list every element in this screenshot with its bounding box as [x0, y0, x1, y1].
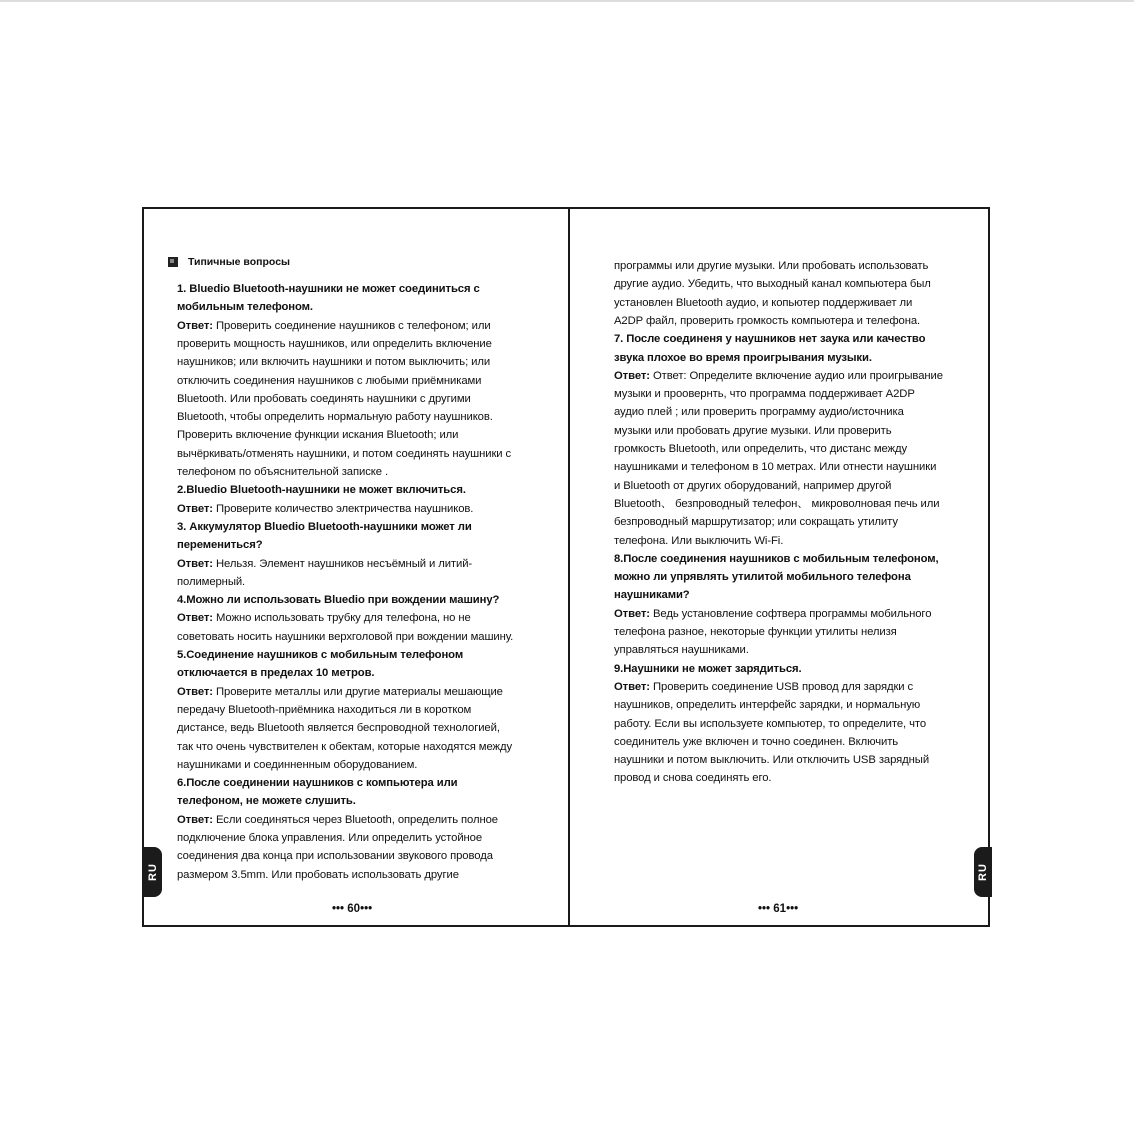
text-line: размером 3.5mm. Или пробовать использовать другие	[177, 868, 459, 881]
text-line: телефона. Или выключить Wi-Fi.	[614, 534, 784, 547]
text-line: управляться наушниками.	[614, 644, 749, 657]
text-line: отключить соединения наушников с любыми приёмниками	[177, 374, 482, 387]
text-line: телефоном по объяснительной записке .	[177, 466, 388, 478]
question-line: 9.Наушники не может зарядиться.	[614, 662, 802, 675]
section-title: Типичные вопросы	[188, 256, 290, 268]
text-line: наушниками и телефоном в 10 метрах. Или отнести наушники	[614, 461, 937, 474]
manual-spread	[142, 207, 990, 927]
text-line: подключение блока управления. Или определить устойное	[177, 832, 483, 844]
text-line: соединитель уже включен и точно соединен. Включить	[614, 735, 899, 748]
text-line	[177, 685, 503, 699]
question-line: наушниками?	[614, 589, 690, 602]
question-line: 6.После соединении наушников с компьютера или	[177, 777, 458, 790]
text-line: аудио плей ; или проверить программу аудио/источника	[614, 406, 904, 419]
answer-label: Ответ:	[177, 612, 213, 625]
answer-label: Ответ:	[177, 319, 213, 332]
text-line: программы или другие музыки. Или пробовать использовать	[614, 260, 929, 272]
text-line: вычёркивать/отменять наушники, и потом соединять наушники с	[177, 447, 512, 460]
text-line: Bluetooth. Или пробовать соединять наушники с другими	[177, 392, 471, 405]
answer-label: Ответ:	[614, 680, 650, 693]
answer-label: Ответ:	[177, 685, 213, 698]
answer-label: Ответ:	[614, 369, 650, 382]
text-line: безпроводный маршрутизатор; или сокращать утилиту	[614, 516, 898, 529]
square-bullet-icon	[168, 257, 178, 267]
question-line: 2.Bluedio Bluetooth-наушники не может включиться.	[177, 484, 466, 497]
language-tab-label: RU	[976, 863, 989, 881]
text-line: наушников; или включить наушники и потом выключить; или	[177, 356, 491, 369]
text-line: наушники и потом выключить. Или отключить USB зарядный	[614, 754, 930, 767]
answer-text: Если соединяться через Bluetooth, определить полное	[212, 813, 498, 826]
question-line: можно ли упрявлять утилитой мобильного телефона	[614, 571, 911, 584]
text-line: полимерный.	[177, 575, 246, 588]
text-line: наушниками и соединненным оборудованием.	[177, 758, 418, 771]
language-tab-left	[144, 847, 162, 897]
text-line	[614, 369, 943, 383]
question-line: 8.После соединения наушников с мобильным телефоном,	[614, 552, 939, 565]
text-line	[177, 813, 498, 827]
page-left	[144, 209, 568, 925]
question-line: перемениться?	[177, 539, 263, 552]
text-line	[177, 502, 473, 516]
page-number-right: ••• 61•••	[758, 903, 799, 915]
answer-label: Ответ:	[177, 557, 213, 570]
text-line: телефона разное, некоторые функции утилиты нелизя	[614, 626, 897, 638]
question-line: 4.Можно ли использовать Bluedio при вождении машину?	[177, 594, 500, 607]
answer-text: Ведь установление софтвера программы мобильного	[649, 607, 932, 620]
answer-text: Можно использовать трубку для телефона, но не	[212, 612, 471, 625]
text-line: советовать носить наушники верхголовой при вождении машину.	[177, 630, 514, 643]
text-line: проверить мощность наушников, или определить включение	[177, 337, 492, 350]
text-line: так что очень чувствителен к обектам, которые находятся между	[177, 740, 513, 753]
question-line: 3. Аккумулятор Bluedio Bluetooth-наушники может ли	[177, 520, 472, 533]
language-tab-label: RU	[146, 863, 159, 881]
answer-text: Проверить соединение наушников с телефоном; или	[212, 319, 491, 332]
answer-text: Проверить соединение USB провод для зарядки с	[649, 680, 914, 693]
language-tab-right	[974, 847, 992, 897]
answer-text: Проверите количество электричества наушников.	[212, 502, 474, 515]
text-line: музыки и проовернть, что программа поддерживает A2DP	[614, 388, 915, 401]
top-edge-rule	[0, 0, 1134, 2]
text-line: соединения два конца при использовании звукового провода	[177, 850, 493, 863]
text-line: установлен Bluetooth аудио, и копьютер поддерживает ли	[614, 296, 913, 309]
text-line: Bluetooth, чтобы определить нормальную работу наушников.	[177, 411, 493, 424]
text-line	[614, 607, 931, 621]
text-line: работу. Если вы используете компьютер, то определите, что	[614, 717, 927, 730]
answer-label: Ответ:	[177, 813, 213, 826]
question-line: отключается в пределах 10 метров.	[177, 667, 375, 680]
text-line: наушников, определить интерфейс зарядки, и нормальную	[614, 699, 921, 712]
text-line: дистансе, ведь Bluetooth является беспроводной технологией,	[177, 722, 500, 735]
question-line: телефоном, не можете слушить.	[177, 795, 356, 808]
page-number-left: ••• 60•••	[332, 903, 373, 915]
answer-text: Ответ: Определите включение аудио или проигрывание	[649, 369, 943, 382]
question-line: 7. После соединеня у наушников нет заука или качество	[614, 333, 926, 346]
text-line: и Bluetooth от других оборудований, например другой	[614, 479, 892, 492]
answer-label: Ответ:	[614, 607, 650, 620]
text-line	[177, 319, 491, 333]
question-line: звука плохое во время проигрывания музыки.	[614, 351, 872, 364]
text-line	[614, 680, 913, 694]
question-line: 1. Bluedio Bluetooth-наушники не может соединиться с	[177, 283, 480, 295]
text-line: музыки или пробовать другие музыки. Или проверить	[614, 424, 892, 437]
text-line: A2DP файл, проверить громкость компьютера и телефона.	[614, 314, 921, 327]
question-line: 5.Соединение наушников с мобильным телефоном	[177, 649, 464, 661]
answer-text: Проверите металлы или другие материалы мешающие	[212, 685, 503, 698]
page-right	[570, 209, 990, 925]
text-line: другие аудио. Убедить, что выходный канал компьютера был	[614, 278, 931, 291]
answer-label: Ответ:	[177, 502, 213, 515]
text-line: Проверить включение функции искания Bluetooth; или	[177, 429, 459, 442]
text-line: передачу Bluetooth-приёмника находиться ли в коротком	[177, 703, 472, 716]
text-line: Bluetooth、 безпроводный телефон、 микроволновая печь или	[614, 497, 940, 510]
question-line: мобильным телефоном.	[177, 301, 313, 314]
text-line	[177, 557, 472, 571]
text-line: громкость Bluetooth, или определить, что дистанс между	[614, 443, 908, 455]
section-heading	[168, 255, 290, 269]
answer-text: Нельзя. Элемент наушников несъёмный и литий-	[212, 557, 473, 570]
text-line	[177, 611, 471, 625]
text-line: провод и снова соединять его.	[614, 772, 772, 785]
